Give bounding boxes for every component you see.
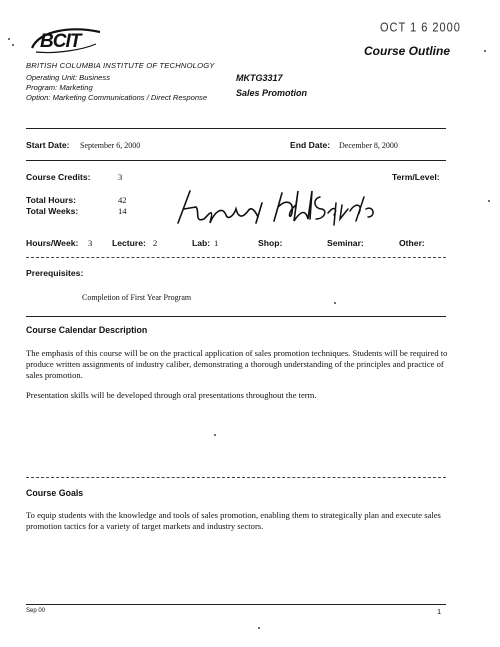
course-goals-heading: Course Goals [26,488,84,498]
total-weeks-label: Total Weeks: [26,206,79,216]
start-date-value: September 6, 2000 [80,141,141,150]
footer-revision-date: Sep 00 [26,608,46,614]
approval-signature [170,183,380,231]
seminar-label: Seminar: [327,238,364,248]
total-hours-value: 42 [118,195,127,205]
received-date-stamp: OCT 1 6 2000 [380,21,461,35]
institution-name: BRITISH COLUMBIA INSTITUTE OF TECHNOLOGY [26,61,215,70]
scan-speck [488,200,490,202]
scan-speck [12,44,14,46]
lecture-value: 2 [153,238,158,248]
page-number: 1 [437,607,442,616]
end-date-value: December 8, 2000 [339,141,398,150]
divider [26,160,446,161]
lab-value: 1 [214,238,219,248]
course-title: Sales Promotion [236,88,308,98]
course-credits-value: 3 [118,172,123,182]
operating-unit: Operating Unit: Business [26,73,110,82]
divider [26,477,446,478]
divider [26,128,446,129]
hours-week-value: 3 [88,238,93,248]
scan-speck [484,50,486,52]
other-label: Other: [399,238,425,248]
footer-divider [26,604,446,605]
term-level-label: Term/Level: [392,172,440,182]
scan-speck [8,38,10,40]
program: Program: Marketing [26,83,93,92]
document-type: Course Outline [364,44,451,58]
total-hours-label: Total Hours: [26,195,76,205]
course-code: MKTG3317 [236,73,283,83]
calendar-description-paragraph: Presentation skills will be developed through oral presentations throughout the term. [26,390,317,400]
prerequisites-heading: Prerequisites: [26,268,84,278]
divider [26,257,446,258]
course-goals-paragraph: To equip students with the knowledge and tools of sales promotion, enabling them to strategically plan and execute sales promotion tactics for a variety of target markets and industry sectors. [26,510,441,531]
scan-speck [258,627,260,629]
divider [26,316,446,317]
lab-label: Lab: [192,238,211,248]
lecture-label: Lecture: [112,238,146,248]
scan-speck [334,302,336,304]
scan-speck [214,434,216,436]
start-date-label: Start Date: [26,140,70,150]
svg-text:BCIT: BCIT [40,31,81,52]
calendar-description-heading: Course Calendar Description [26,325,148,335]
hours-week-label: Hours/Week: [26,238,79,248]
shop-label: Shop: [258,238,283,248]
bcit-logo [26,24,106,56]
end-date-label: End Date: [290,140,331,150]
option: Option: Marketing Communications / Direct Response [26,93,208,102]
prerequisites-text: Completion of First Year Program [82,293,192,302]
total-weeks-value: 14 [118,206,127,216]
calendar-description-paragraph: The emphasis of this course will be on the practical application of sales promotion techniques. Students will be required to produce written assignments of industry caliber, demonstrating a thorough understanding of the principles and practice of sales promotion. [26,348,448,380]
course-credits-label: Course Credits: [26,172,91,182]
